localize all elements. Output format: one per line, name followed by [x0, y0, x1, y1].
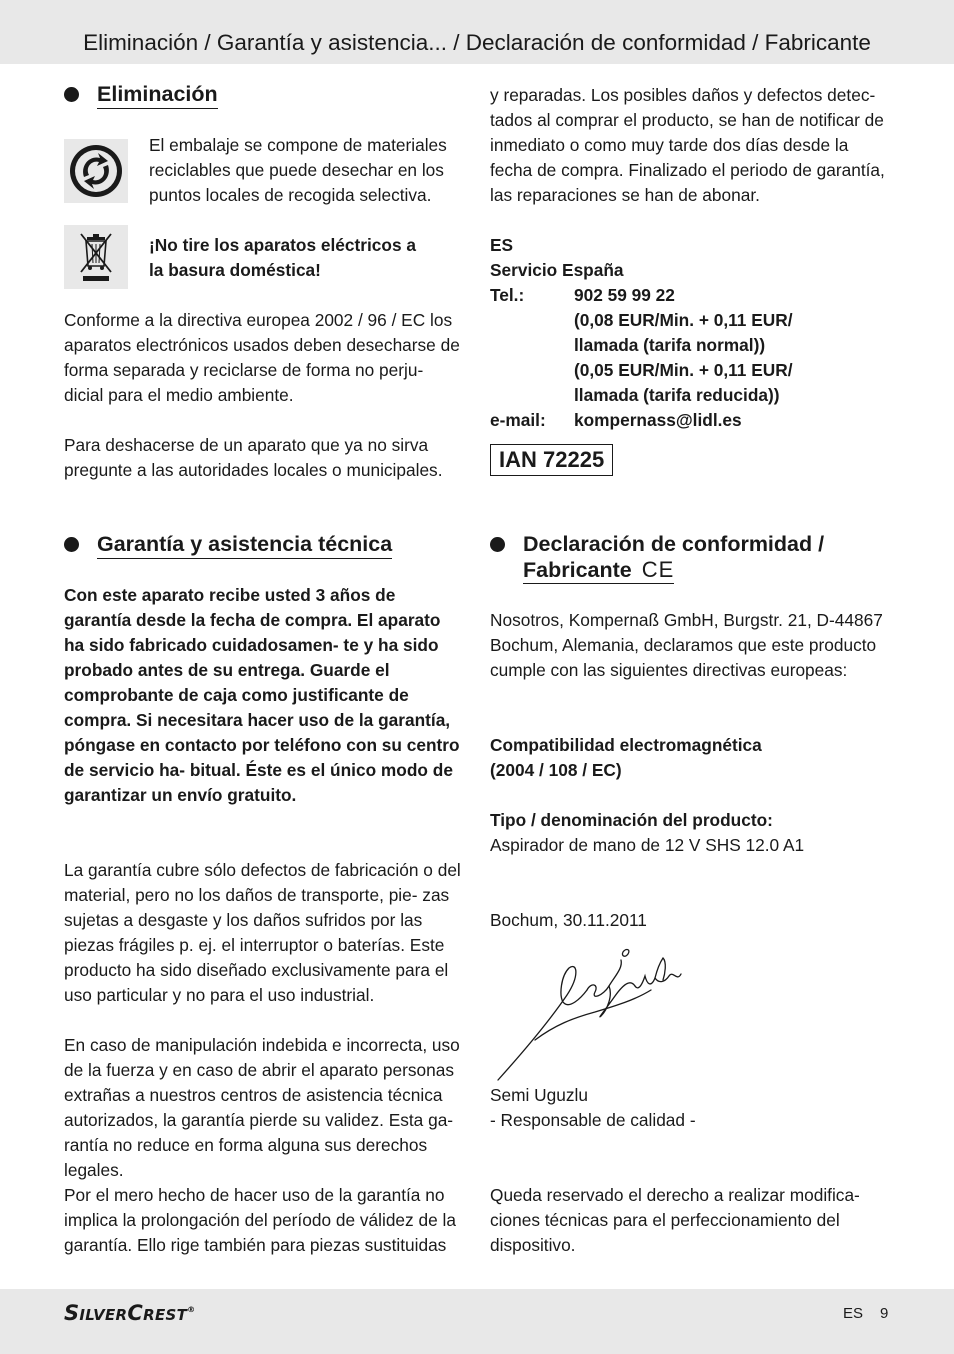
ce-mark-icon: CE: [641, 557, 675, 582]
warranty-heading: Garantía y asistencia técnica: [64, 532, 392, 559]
disposal-heading: Eliminación: [64, 82, 218, 109]
service-name: Servicio España: [490, 260, 624, 280]
emc-directive: Compatibilidad electromagnética (2004 / 108 / EC): [490, 735, 762, 780]
warranty-extension: Por el mero hecho de hacer uso de la garantía no implica la prolongación del período de válidez de la garantía. Ello rige también para piezas sustituidas: [64, 1185, 456, 1255]
warranty-continued: y reparadas. Los posibles daños y defectos detec- tados al comprar el producto, se han de notificar de inmediato o como muy tarde dos días desde la fecha de compra. Finalizado el periodo de garantía, las reparaciones se han de abonar.: [490, 85, 885, 205]
signer: Semi Uguzlu - Responsable de calidad -: [490, 1085, 696, 1130]
directive-text: Conforme a la directiva europea 2002 / 96 / EC los aparatos electrónicos usados deben desecharse de forma separada y reciclarse de forma no perju- dicial para el medio ambiente.: [64, 310, 460, 405]
service-country: ES: [490, 235, 514, 255]
bullet-icon: [64, 87, 79, 102]
disposal-warning: ¡No tire los aparatos eléctricos a la basura doméstica!: [149, 235, 416, 280]
brand-logo: SilverCrest®: [64, 1301, 196, 1325]
product-info: Tipo / denominación del producto: Aspirador de mano de 12 V SHS 12.0 A1: [490, 810, 805, 855]
ian-number-box: IAN 72225: [490, 444, 613, 476]
bullet-icon: [64, 537, 79, 552]
footer-language: ES: [843, 1305, 864, 1322]
bullet-icon: [490, 537, 505, 552]
packaging-text: El embalaje se compone de materiales reciclables que puede desechar en los puntos locales de recogida selectiva.: [149, 135, 447, 205]
tel-number: 902 59 99 22: [574, 285, 675, 305]
page-number: 9: [880, 1305, 889, 1322]
authorities-text: Para deshacerse de un aparato que ya no sirva pregunte a las autoridades locales o municipales.: [64, 435, 443, 480]
warranty-misuse: En caso de manipulación indebida e incorrecta, uso de la fuerza y en caso de abrir el aparato personas extrañas a nuestros centros de asistencia técnica autorizados, la garantía pierde su validez. Esta ga- rantía no reduce en forma alguna sus derechos legales.: [64, 1035, 460, 1180]
rate-reduced-line2: llamada (tarifa reducida)): [574, 385, 780, 405]
declaration-text: Nosotros, Kompernaß GmbH, Burgstr. 21, D-44867 Bochum, Alemania, declaramos que este producto cumple con las siguientes directivas europeas:: [490, 610, 883, 680]
recycle-icon: [64, 139, 128, 203]
warranty-coverage: La garantía cubre sólo defectos de fabricación o del material, pero no los daños de transporte, pie- zas sujetas a desgaste y los daños sufridos por las piezas frágiles p. ej. el interruptor o baterías. Este producto ha sido diseñado exclusivamente para el uso particular y no para el uso industrial.: [64, 860, 461, 1005]
place-date: Bochum, 30.11.2011: [490, 910, 647, 930]
page-title: Eliminación / Garantía y asistencia... / Declaración de conformidad / Fabricante: [83, 30, 871, 55]
conformity-heading: Declaración de conformidad / Fabricante CE: [490, 532, 824, 583]
rate-normal-line1: (0,08 EUR/Min. + 0,11 EUR/: [574, 310, 793, 330]
warranty-intro: Con este aparato recibe usted 3 años de garantía desde la fecha de compra. El aparato ha sido fabricado cuidadosamen- te y ha sido probado antes de su entrega. Guarde el comprobante de caja como justificante de compra. Si necesitara hacer uso de la garantía, póngase en contacto por teléfono con su centro de servicio ha- bitual. Éste es el único modo de garantizar un envío gratuito.: [64, 585, 460, 805]
weee-bin-icon: [64, 225, 128, 289]
page-footer: [0, 1289, 954, 1354]
email-address: kompernass@lidl.es: [574, 410, 742, 430]
tel-label: Tel.:: [490, 285, 525, 305]
signature-image: [495, 940, 695, 1085]
page-header: [0, 0, 954, 64]
email-label: e-mail:: [490, 410, 546, 430]
reservation-text: Queda reservado el derecho a realizar modifica- ciones técnicas para el perfeccionamiento del dispositivo.: [490, 1185, 860, 1255]
rate-reduced-line1: (0,05 EUR/Min. + 0,11 EUR/: [574, 360, 793, 380]
rate-normal-line2: llamada (tarifa normal)): [574, 335, 766, 355]
